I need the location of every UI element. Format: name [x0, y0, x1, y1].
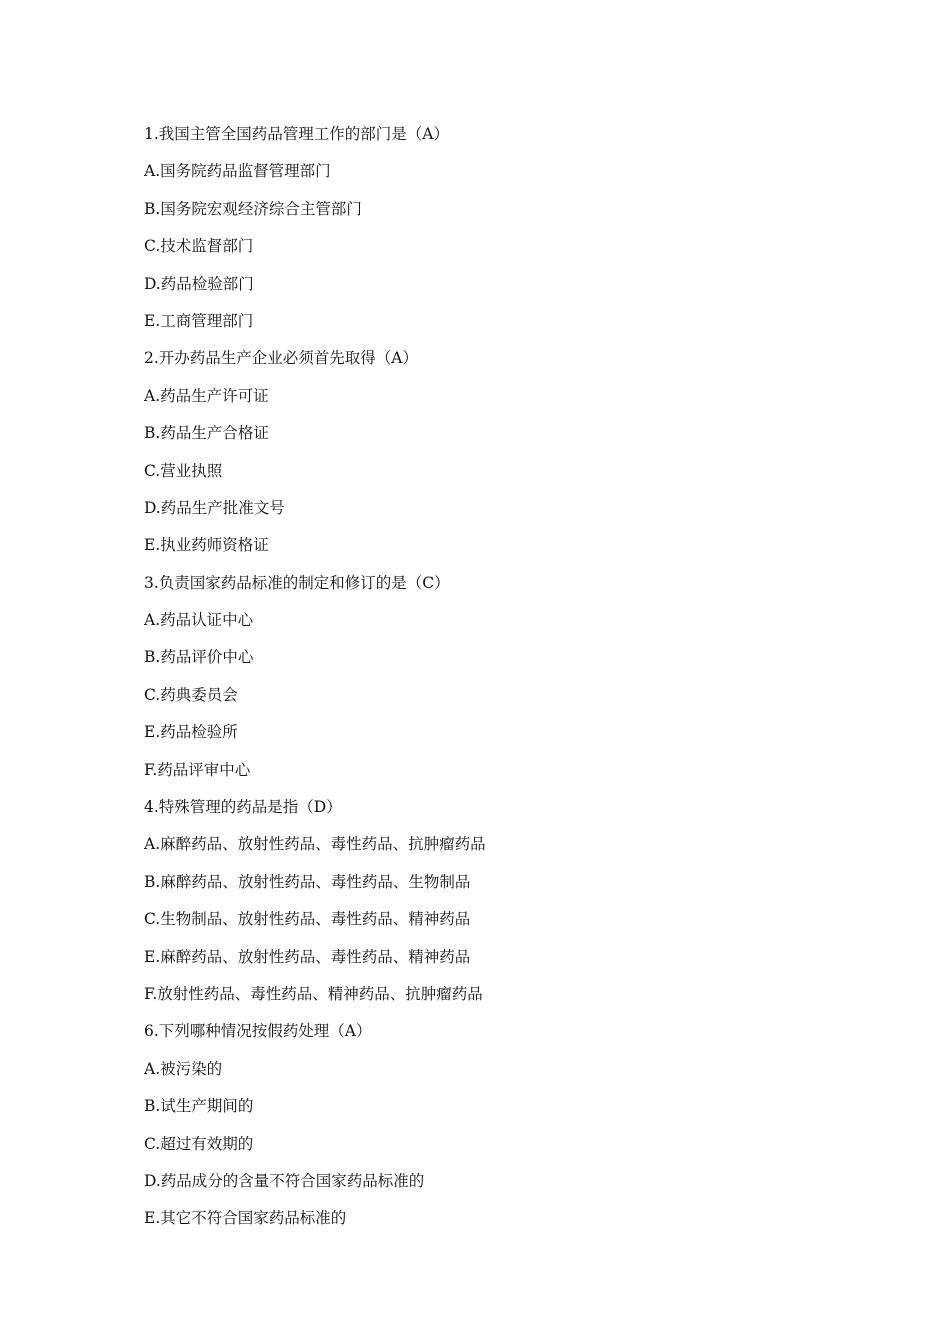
- question-4-option-f: F.放射性药品、毒性药品、精神药品、抗肿瘤药品: [144, 984, 483, 1003]
- question-2-stem: 2.开办药品生产企业必须首先取得（A）: [144, 349, 418, 368]
- question-3-option-a: A.药品认证中心: [144, 611, 254, 630]
- question-4-option-c: C.生物制品、放射性药品、毒性药品、精神药品: [144, 910, 471, 929]
- question-6-stem: 6.下列哪种情况按假药处理（A）: [144, 1022, 372, 1041]
- question-6-option-a: A.被污染的: [144, 1059, 223, 1078]
- question-4-option-a: A.麻醉药品、放射性药品、毒性药品、抗肿瘤药品: [144, 835, 486, 854]
- question-2-option-c: C.营业执照: [144, 461, 223, 480]
- question-1-option-a: A.国务院药品监督管理部门: [144, 162, 331, 181]
- question-1-stem: 1.我国主管全国药品管理工作的部门是（A）: [144, 125, 449, 143]
- question-3-option-f: F.药品评审中心: [144, 760, 251, 779]
- question-6-option-e: E.其它不符合国家药品标准的: [144, 1209, 347, 1228]
- question-3-stem: 3.负责国家药品标准的制定和修订的是（C）: [144, 573, 450, 592]
- question-2-option-d: D.药品生产批准文号: [144, 498, 285, 517]
- question-3-option-b: B.药品评价中心: [144, 648, 254, 667]
- question-1-option-c: C.技术监督部门: [144, 237, 254, 256]
- question-1-option-e: E.工商管理部门: [144, 311, 254, 330]
- question-2-option-a: A.药品生产许可证: [144, 386, 269, 405]
- question-4-stem: 4.特殊管理的药品是指（D）: [144, 798, 342, 817]
- question-4-option-e: E.麻醉药品、放射性药品、毒性药品、精神药品: [144, 947, 471, 966]
- question-2-option-e: E.执业药师资格证: [144, 536, 269, 555]
- question-3-option-c: C.药典委员会: [144, 685, 238, 704]
- question-3-option-e: E.药品检验所: [144, 723, 238, 742]
- question-4-option-b: B.麻醉药品、放射性药品、毒性药品、生物制品: [144, 872, 471, 891]
- question-6-option-c: C.超过有效期的: [144, 1134, 254, 1153]
- question-1-option-b: B.国务院宏观经济综合主管部门: [144, 199, 362, 218]
- question-2-option-b: B.药品生产合格证: [144, 424, 269, 443]
- question-6-option-d: D.药品成分的含量不符合国家药品标准的: [144, 1171, 425, 1190]
- question-1-option-d: D.药品检验部门: [144, 274, 254, 293]
- question-6-option-b: B.试生产期间的: [144, 1097, 254, 1116]
- question-list: [144, 118, 824, 1240]
